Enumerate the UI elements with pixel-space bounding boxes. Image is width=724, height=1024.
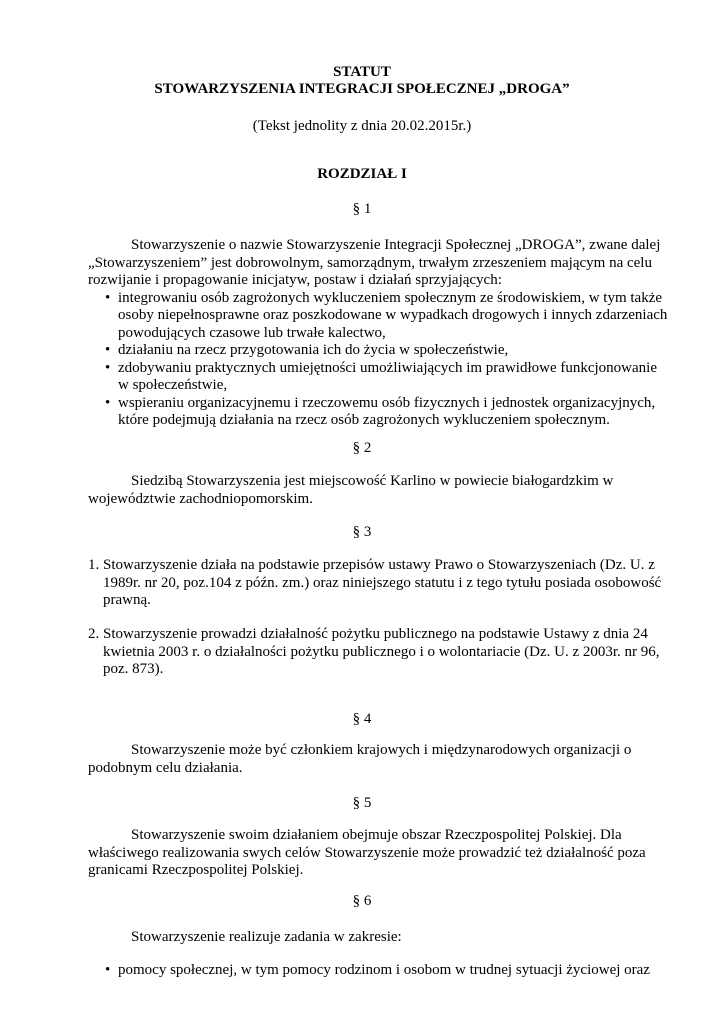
section-4-text: Stowarzyszenie może być członkiem krajowych i międzynarodowych organizacji o podobnym celu działania. bbox=[88, 742, 632, 776]
list-item: • pomocy społecznej, w tym pomocy rodzinom i osobom w trudnej sytuacji życiowej oraz bbox=[105, 962, 650, 978]
section-6-intro: Stowarzyszenie realizuje zadania w zakresie: bbox=[131, 929, 402, 945]
section-5-text: Stowarzyszenie swoim działaniem obejmuje obszar Rzeczpospolitej Polskiej. Dla właściwego realizowania swych celów Stowarzyszenie może prowadzić też działalność poza granicami Rzeczpospolitej Polskiej. bbox=[88, 827, 646, 878]
section-3-item-1: 1. Stowarzyszenie działa na podstawie przepisów ustawy Prawo o Stowarzyszeniach (Dz. U. z 1989r. nr 20, poz.104 z późn. zm.) oraz niniejszego statutu i z tego tytułu posiada osobowość prawną. bbox=[88, 557, 662, 608]
section-6-body bbox=[88, 929, 668, 947]
doc-edition: (Tekst jednolity z dnia 20.02.2015r.) bbox=[252, 118, 472, 134]
chapter-heading: ROZDZIAŁ I bbox=[317, 166, 407, 182]
section-2-body bbox=[88, 473, 668, 508]
section-mark-1: § 1 bbox=[352, 201, 372, 217]
section-1-body bbox=[88, 237, 668, 430]
section-1-list bbox=[88, 290, 668, 430]
list-item: • integrowaniu osób zagrożonych wykluczeniem społecznym ze środowiskiem, w tym także osoby niepełnosprawne oraz poszkodowane w wypadkach drogowych i innych zdarzeniach powodujących czasowe lub trwałe kalectwo, bbox=[105, 289, 668, 341]
section-mark-5: § 5 bbox=[352, 795, 372, 811]
section-3-item-2: 2. Stowarzyszenie prowadzi działalność pożytku publicznego na podstawie Ustawy z dnia 24 kwietnia 2003 r. o działalności pożytku publicznego i o wolontariacie (Dz. U. z 2003r. nr 96, poz. 873). bbox=[88, 626, 660, 677]
list-item: • działaniu na rzecz przygotowania ich do życia w społeczeństwie, bbox=[105, 342, 509, 358]
doc-subtitle: STOWARZYSZENIA INTEGRACJI SPOŁECZNEJ „DROGA” bbox=[154, 81, 570, 97]
section-4-body bbox=[88, 742, 668, 777]
section-6-list-wrap bbox=[88, 962, 668, 980]
section-5-body bbox=[88, 827, 668, 880]
section-1-intro: Stowarzyszenie o nazwie Stowarzyszenie Integracji Społecznej „DROGA”, zwane dalej „Stowarzyszeniem” jest dobrowolnym, samorządnym, trwałym zrzeszeniem mającym na celu rozwijanie i propagowanie inicjatyw, postaw i działań sprzyjających: bbox=[88, 237, 661, 288]
section-mark-6: § 6 bbox=[352, 893, 372, 909]
list-item: • zdobywaniu praktycznych umiejętności umożliwiających im prawidłowe funkcjonowanie w społeczeństwie, bbox=[105, 359, 657, 393]
doc-title: STATUT bbox=[333, 64, 391, 80]
section-6-list bbox=[88, 962, 668, 980]
section-mark-3: § 3 bbox=[352, 524, 372, 540]
list-item: • wspieraniu organizacyjnemu i rzeczowemu osób fizycznych i jednostek organizacyjnych, które podejmują działania na rzecz osób zagrożonych wykluczeniem społecznym. bbox=[105, 394, 656, 428]
section-mark-2: § 2 bbox=[352, 440, 372, 456]
section-2-text: Siedzibą Stowarzyszenia jest miejscowość Karlino w powiecie białogardzkim w województwie zachodniopomorskim. bbox=[88, 473, 614, 507]
section-mark-4: § 4 bbox=[352, 711, 372, 727]
